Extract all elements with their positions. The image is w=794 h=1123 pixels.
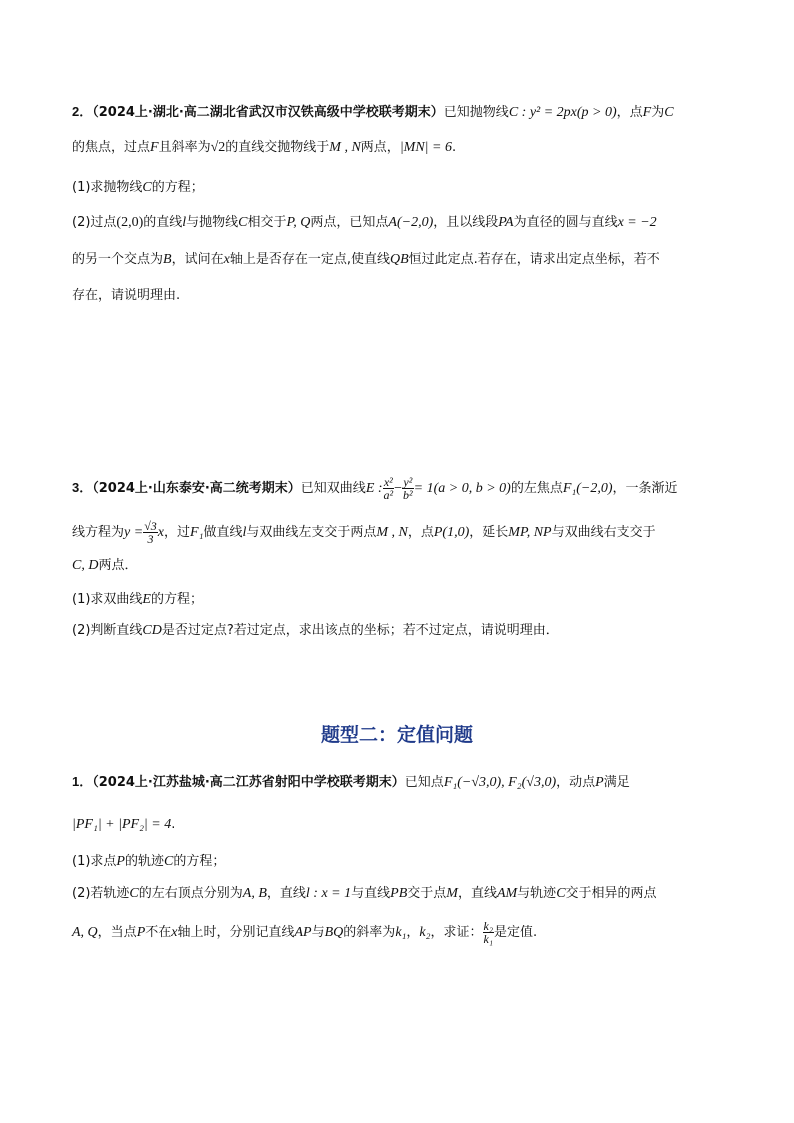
q2-part-2-cont: 的另一个交点为B，试问在x轴上是否存在一定点,使直线QB恒过此定点.若存在，请求出定点坐标，若不 xyxy=(72,252,660,267)
q3-part-2: (2)判断直线CD是否过定点?若过定点，求出该点的坐标；若不过定点，请说明理由． xyxy=(72,623,559,638)
fraction: $\frac{√3}{3}$ xyxy=(144,519,157,546)
q3-part-1: (1)求双曲线E的方程； xyxy=(72,592,203,607)
s1-part-1: (1)求点P的轨迹C的方程； xyxy=(72,854,226,869)
q3-line-3: C, D两点． xyxy=(72,558,138,573)
s1-part-2-cont: A, Q，当点P不在x轴上时，分别记直线AP与BQ的斜率为k₁，k₂，求证： $\frac{\text{k₂}}{\text{k₁}}$ 是定值. xyxy=(72,919,538,946)
formula: |MN| = 6 xyxy=(399,140,452,155)
q2-line-1: 2．（2024上·湖北·高二湖北省武汉市汉铁高级中学校联考期末）已知抛物线C : y² = 2px(p > 0)，点F为C xyxy=(72,104,674,120)
question-number: 2． xyxy=(72,104,93,119)
question-source: （2024上·山东泰安·高二统考期末） xyxy=(92,481,301,496)
formula: |PF₁| + |PF₂| = 4 xyxy=(72,817,172,832)
q2-line-2: 的焦点，过点F且斜率为√2的直线交抛物线于M , N两点，|MN| = 6. xyxy=(72,140,457,155)
q3-line-1: 3．（2024上·山东泰安·高二统考期末）已知双曲线E : $\frac{\text{x²}}{\text{a²}}$ − $\frac{\text{y²}}{\text{b²}}$ = 1(a > 0, b > 0)的左焦点F₁(−2,0)，一条渐近 xyxy=(72,475,678,502)
question-number: 3． xyxy=(72,480,93,495)
question-source: （2024上·江苏盐城·高二江苏省射阳中学校联考期末） xyxy=(92,775,405,790)
s1-line-2: |PF₁| + |PF₂| = 4. xyxy=(72,817,176,832)
q2-part-2-end: 存在，请说明理由. xyxy=(72,288,181,303)
s1-part-2: (2)若轨迹C的左右顶点分别为A, B，直线l : x = 1与直线PB交于点M，直线AM与轨迹C交于相异的两点 xyxy=(72,886,657,901)
question-number: 1． xyxy=(72,774,93,789)
q3-line-2: 线方程为y = $\frac{√3}{3}$ x，过F₁做直线l与双曲线左支交于两点M , N，点P(1,0)，延长MP, NP与双曲线右支交于 xyxy=(72,519,656,546)
fraction: $\frac{\text{x²}}{\text{a²}}$ xyxy=(383,475,394,502)
q2-part-1: (1)求抛物线C的方程； xyxy=(72,180,204,195)
question-source: （2024上·湖北·高二湖北省武汉市汉铁高级中学校联考期末） xyxy=(92,105,444,120)
s1-line-1: 1．（2024上·江苏盐城·高二江苏省射阳中学校联考期末）已知点F₁(−√3,0), F₂(√3,0)，动点P满足 xyxy=(72,774,630,790)
section-title: 题型二：定值问题 xyxy=(320,724,473,746)
fraction: $\frac{\text{y²}}{\text{b²}}$ xyxy=(403,475,413,502)
fraction: $\frac{\text{k₂}}{\text{k₁}}$ xyxy=(483,919,494,946)
formula: C : y² = 2px(p > 0) xyxy=(508,105,617,120)
q2-part-2: (2)过点(2,0)的直线l与抛物线C相交于P, Q两点，已知点A(−2,0)，且以线段PA为直径的圆与直线x = −2 xyxy=(72,215,657,230)
